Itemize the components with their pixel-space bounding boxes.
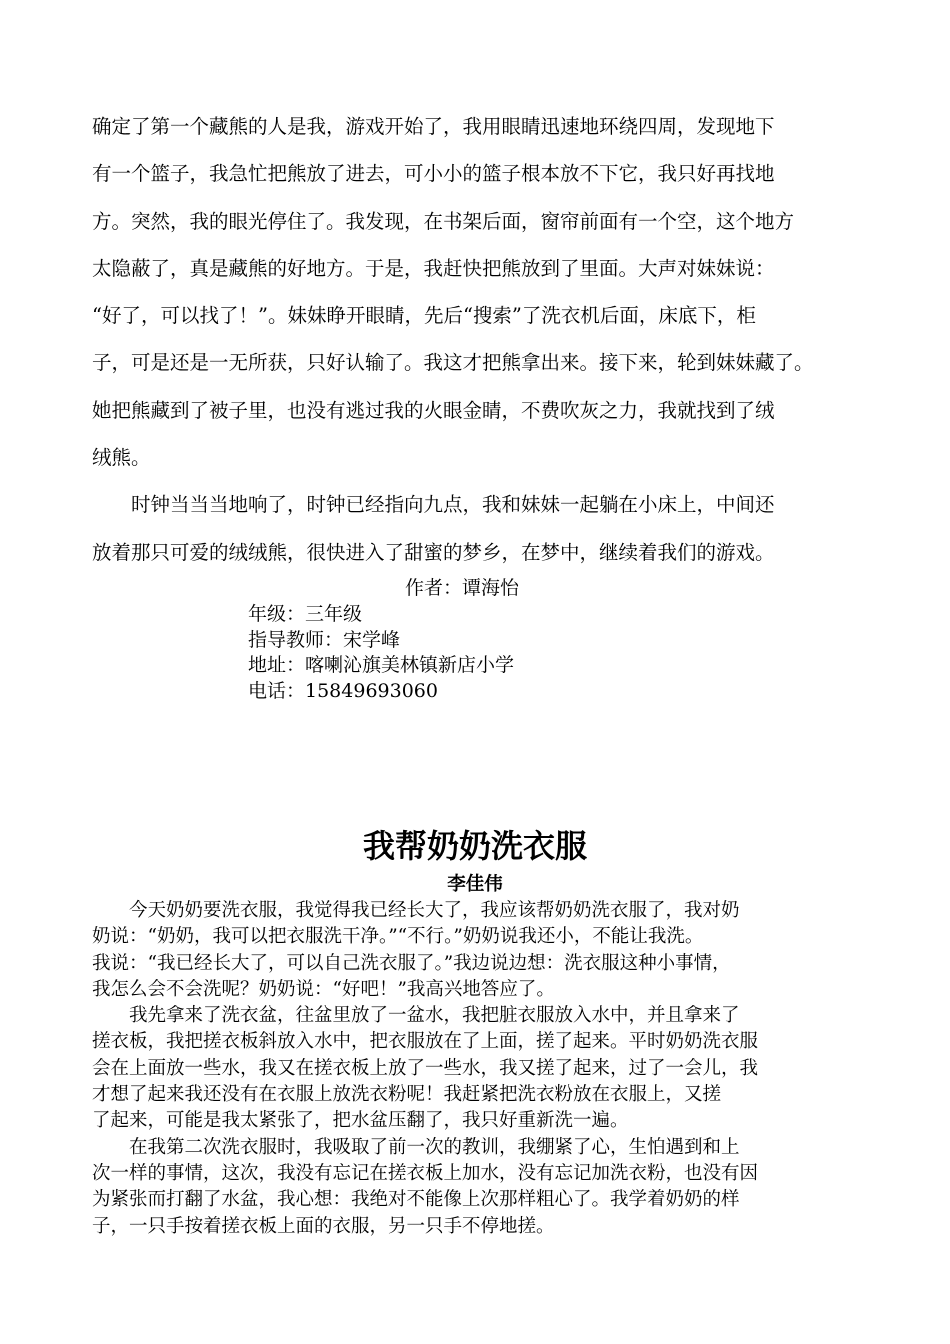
story2-line: 才想了起来我还没有在衣服上放洗衣粉呢！我赶紧把洗衣粉放在衣服上，又搓 <box>92 1084 722 1106</box>
story2-title: 我帮奶奶洗衣服 <box>362 827 587 865</box>
story1-line: 子，可是还是一无所获，只好认输了。我这才把熊拿出来。接下来，轮到妹妹藏了。 <box>92 351 814 375</box>
story1-author: 作者：谭海怡 <box>405 577 520 599</box>
story1-address: 地址：喀喇沁旗美林镇新店小学 <box>248 654 515 676</box>
story2-author: 李佳伟 <box>447 874 503 895</box>
story2-line: 今天奶奶要洗衣服，我觉得我已经长大了，我应该帮奶奶洗衣服了，我对奶 <box>92 900 740 921</box>
story1-line: 时钟当当当地响了，时钟已经指向九点，我和妹妹一起躺在小床上，中间还 <box>92 493 775 517</box>
story2-line: 搓衣板，我把搓衣板斜放入水中，把衣服放在了上面，搓了起来。平时奶奶洗衣服 <box>92 1031 759 1053</box>
story2-line: 在我第二次洗衣服时，我吸取了前一次的教训，我绷紧了心，生怕遇到和上 <box>92 1136 740 1158</box>
story1-line: “好了，可以找了！”。妹妹睁开眼睛，先后“搜索”了洗衣机后面，床底下，柜 <box>92 304 756 328</box>
story2-line: 为紧张而打翻了水盆，我心想：我绝对不能像上次那样粗心了。我学着奶奶的样 <box>92 1189 740 1211</box>
story2-line: 子，一只手按着搓衣板上面的衣服，另一只手不停地搓。 <box>92 1215 555 1237</box>
story1-teacher: 指导教师：宋学峰 <box>248 629 401 651</box>
story1-line: 她把熊藏到了被子里，也没有逃过我的火眼金睛，不费吹灰之力，我就找到了绒 <box>92 398 775 422</box>
story1-line: 方。突然，我的眼光停住了。我发现，在书架后面，窗帘前面有一个空，这个地方 <box>92 209 795 233</box>
story2-line: 我说：“我已经长大了，可以自己洗衣服了。”我边说边想：洗衣服这种小事情， <box>92 952 731 974</box>
story1-line: 太隐蔽了，真是藏熊的好地方。于是，我赶快把熊放到了里面。大声对妹妹说： <box>92 256 775 280</box>
story1-phone: 电话：15849693060 <box>248 680 438 702</box>
story2-body <box>92 898 882 1240</box>
story1-line: 确定了第一个藏熊的人是我，游戏开始了，我用眼睛迅速地环绕四周，发现地下 <box>92 115 775 138</box>
story2-line: 会在上面放一些水，我又在搓衣板上放了一些水，我又搓了起来，过了一会儿，我 <box>92 1057 759 1079</box>
story2-line: 了起来，可能是我太紧张了，把水盆压翻了，我只好重新洗一遍。 <box>92 1110 629 1132</box>
story1-line: 绒熊。 <box>92 446 151 470</box>
story1-grade: 年级：三年级 <box>248 603 363 625</box>
story1-body <box>92 103 882 576</box>
story2-line: 我先拿来了洗衣盆，往盆里放了一盆水，我把脏衣服放入水中，并且拿来了 <box>92 1005 740 1027</box>
story1-line: 有一个篮子，我急忙把熊放了进去，可小小的篮子根本放不下它，我只好再找地 <box>92 162 775 186</box>
story2-line: 我怎么会不会洗呢？奶奶说：“好吧！”我高兴地答应了。 <box>92 978 555 1000</box>
story2-line: 奶说：“奶奶，我可以把衣服洗干净。”“不行。”奶奶说我还小，不能让我洗。 <box>92 926 704 948</box>
story1-line: 放着那只可爱的绒绒熊，很快进入了甜蜜的梦乡，在梦中，继续着我们的游戏。 <box>92 540 775 564</box>
story2-line: 次一样的事情，这次，我没有忘记在搓衣板上加水，没有忘记加洗衣粉，也没有因 <box>92 1162 759 1184</box>
